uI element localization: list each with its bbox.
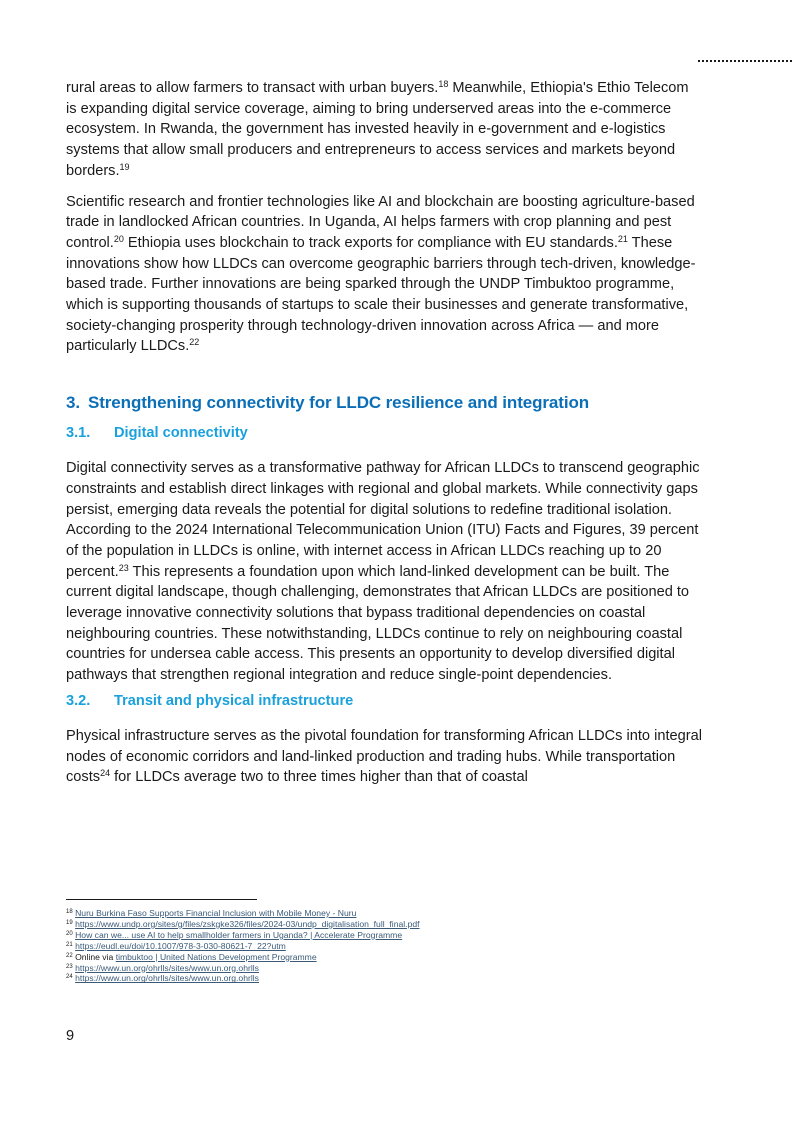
footnote-ref[interactable]: 22 xyxy=(189,337,200,348)
footnote-item xyxy=(66,930,706,941)
section-3-heading xyxy=(66,393,702,413)
footnote-number: 18 xyxy=(66,909,73,915)
footnote-ref[interactable]: 18 xyxy=(438,79,449,89)
paragraph-text: Meanwhile, Ethiopia's Ethio Telecom is expanding digital service coverage, aiming to bring underserved areas into the e-commerce ecosystem. In Rwanda, the government has invested heavily in e-government and e-logistics systems that allow small producers and entrepreneurs to access services and markets beyond borders. xyxy=(66,80,689,179)
paragraph-text: This represents a foundation upon which land-linked development can be built. The current digital landscape, though challenging, demonstrates that African LLDCs are positioned to leverage innovative connectivity solutions that bypass traditional dependencies on coastal neighbouring countries. These notwithstanding, LLDCs continue to rely on neighbouring coastal countries for undersea cable access. This presents an opportunity to develop diversified digital pathways that strengthen regional integration and reduce single-point dependencies. xyxy=(66,563,690,684)
section-3-1-number: 3.1. xyxy=(66,425,91,442)
footnote-ref[interactable]: 23 xyxy=(118,562,129,573)
footnote-item xyxy=(66,973,706,984)
section-3-2-title: Transit and physical infrastructure xyxy=(114,692,354,709)
footnote-item xyxy=(66,963,706,974)
footnote-ref[interactable]: 24 xyxy=(100,768,111,779)
footnote-number: 23 xyxy=(66,963,73,970)
footnote-number: 21 xyxy=(66,941,73,948)
paragraph-text: Scientific research and frontier technologies like AI and blockchain are boosting agriculture-based trade in landlocked African countries. In Uganda, AI helps farmers with crop planning and pest control. xyxy=(66,193,695,251)
paragraph-physical-infrastructure xyxy=(66,726,702,788)
footnote-link[interactable]: https://www.un.org/ohrlls/sites/www.un.org.ohrlls xyxy=(75,962,259,973)
footnote-number: 22 xyxy=(66,952,73,959)
section-3-2-heading xyxy=(66,693,702,709)
paragraph-ethiopia-rwanda xyxy=(66,78,702,182)
footnotes xyxy=(66,908,706,984)
footnote-link[interactable]: https://www.un.org/ohrlls/sites/www.un.org.ohrlls xyxy=(75,973,259,984)
page-number: 9 xyxy=(66,1028,75,1044)
footnote-ref[interactable]: 21 xyxy=(617,233,628,244)
paragraph-digital-connectivity xyxy=(66,458,702,686)
footnote-link[interactable]: timbuktoo | United Nations Development Programme xyxy=(115,951,317,962)
footnote-item xyxy=(66,952,706,963)
section-3-1-heading xyxy=(66,425,702,441)
footnote-item xyxy=(66,919,706,930)
section-3-1-title: Digital connectivity xyxy=(114,425,248,442)
footnote-number: 24 xyxy=(66,974,73,981)
footnote-number: 20 xyxy=(66,930,73,937)
footnote-item xyxy=(66,908,706,919)
paragraph-text: Ethiopia uses blockchain to track exports for compliance with EU standards. xyxy=(123,234,618,251)
footnote-link[interactable]: https://www.undp.org/sites/g/files/zskgke326/files/2024-03/undp_digitalisation_full_final.pdf xyxy=(75,918,420,929)
footnote-separator xyxy=(66,899,257,900)
header-dotted-line xyxy=(698,60,792,62)
footnote-number: 19 xyxy=(66,919,73,926)
paragraph-text: Digital connectivity serves as a transformative pathway for African LLDCs to transcend geographic constraints and establish direct linkages with regional and global markets. While connectivity gaps persist, emerging data reveals the potential for digital solutions to redefine traditional isolation. According to the 2024 International Telecommunication Union (ITU) Facts and Figures, 39 percent of the population in LLDCs is online, with internet access in African LLDCs reaching up to 20 percent. xyxy=(66,460,700,580)
footnote-item xyxy=(66,941,706,952)
page-body xyxy=(66,78,702,798)
section-3-2-number: 3.2. xyxy=(66,692,91,709)
footnote-link[interactable]: How can we... use AI to help smallholder farmers in Uganda? | Accelerate Programme xyxy=(75,929,403,940)
paragraph-frontier-technologies xyxy=(66,192,702,358)
paragraph-text: rural areas to allow farmers to transact with urban buyers. xyxy=(66,80,439,96)
footnote-ref[interactable]: 19 xyxy=(119,161,130,172)
paragraph-text: Physical infrastructure serves as the pivotal foundation for transforming African LLDCs into integral nodes of economic corridors and land-linked production and trading hubs. While transportation costs xyxy=(66,727,702,786)
footnote-ref[interactable]: 20 xyxy=(113,233,124,244)
section-3-number: 3. xyxy=(66,393,80,413)
footnote-link[interactable]: Nuru Burkina Faso Supports Financial Inclusion with Mobile Money - Nuru xyxy=(75,908,357,918)
paragraph-text: These innovations show how LLDCs can overcome geographic barriers through tech-driven, knowledge-based trade. Further innovations are being sparked through the UNDP Timbuktoo programme, which is supporting thousands of startups to scale their businesses and generate transformative, society-changing prosperity through technology-driven innovation across Africa — and more particularly LLDCs. xyxy=(66,234,696,355)
footnote-prefix: Online via xyxy=(75,951,116,962)
footnote-link[interactable]: https://eudl.eu/doi/10.1007/978-3-030-80621-7_22?utm xyxy=(75,940,286,951)
paragraph-text: for LLDCs average two to three times higher than that of coastal xyxy=(110,769,528,786)
section-3-title: Strengthening connectivity for LLDC resilience and integration xyxy=(87,393,590,413)
